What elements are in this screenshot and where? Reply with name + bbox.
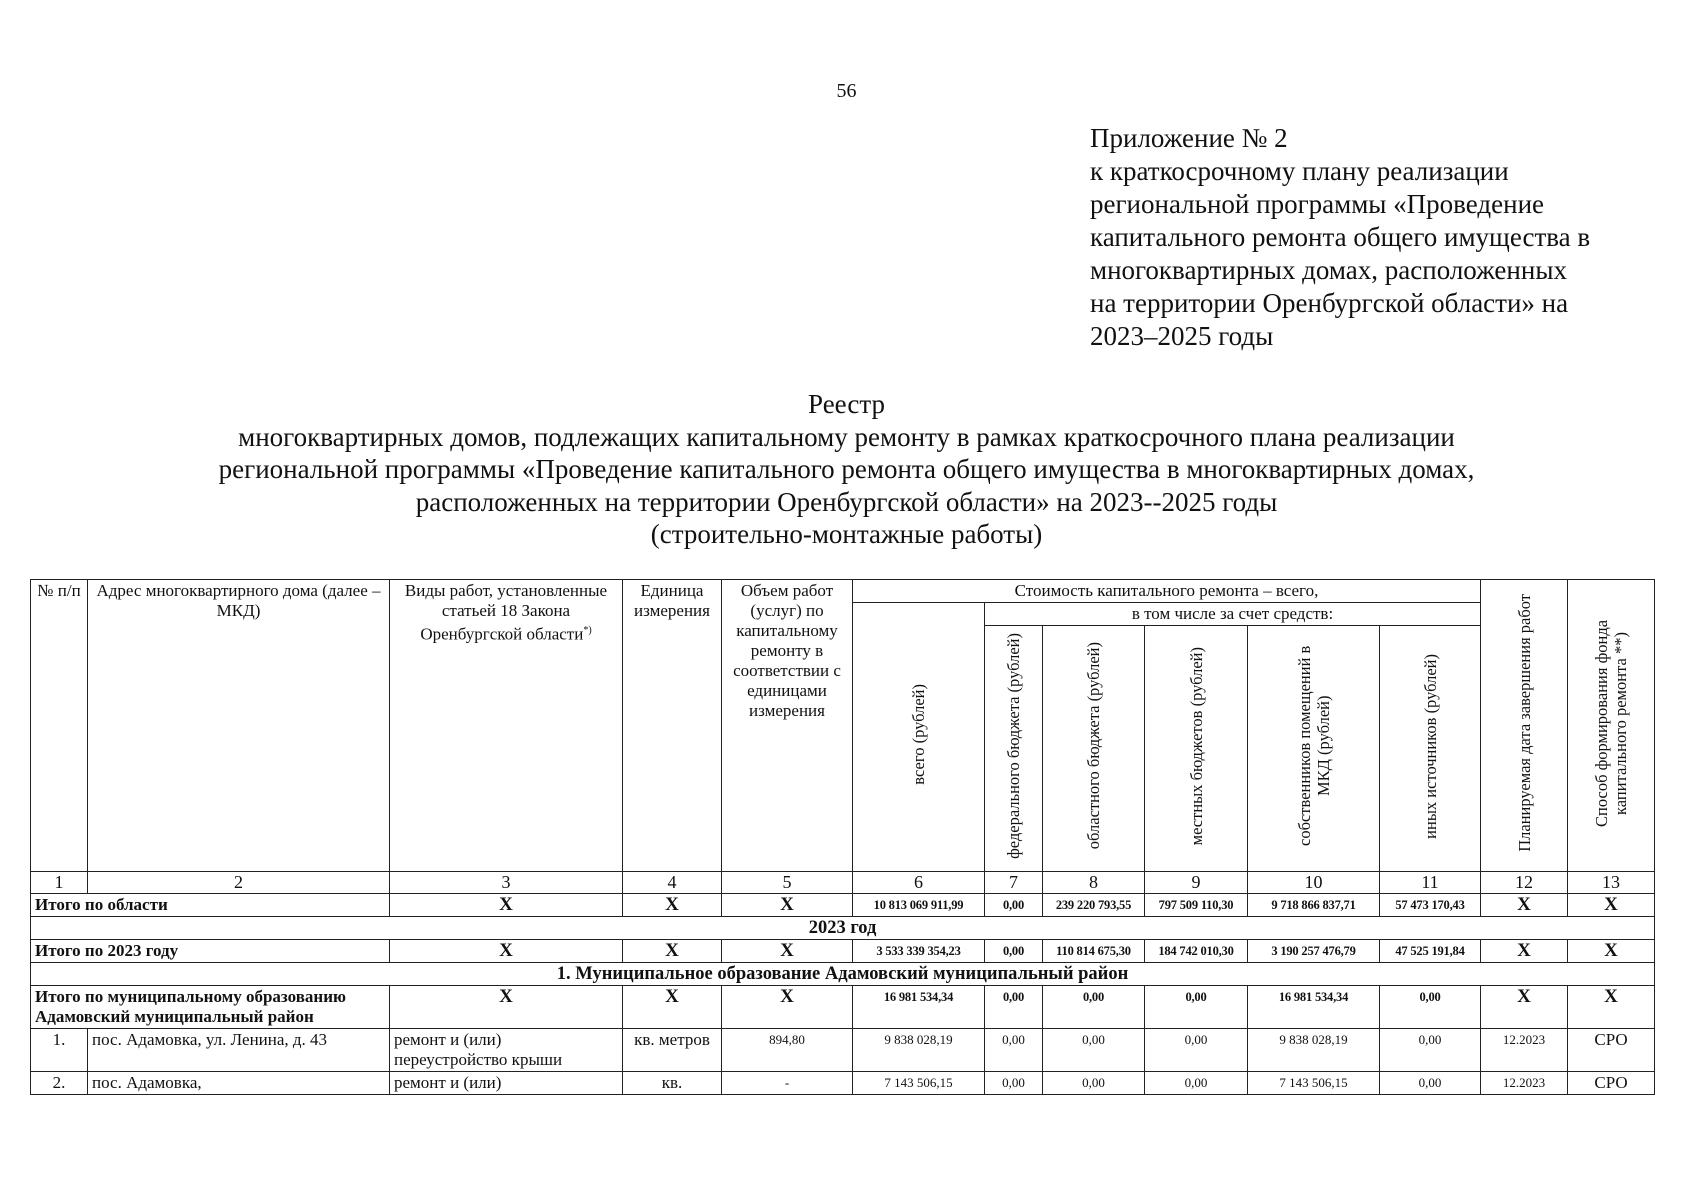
row-all: 7 143 506,15: [853, 1072, 985, 1095]
cell-owners: 3 190 257 476,79: [1248, 940, 1380, 963]
row-works: ремонт и (или) переустройство крыши: [390, 1029, 623, 1072]
row-regional: 0,00: [1043, 1029, 1145, 1072]
header-method: [1568, 580, 1655, 872]
cell-federal: 0,00: [985, 894, 1043, 917]
appendix-heading: [1090, 122, 1650, 353]
column-number: 6: [853, 872, 985, 894]
row-no: 2.: [31, 1072, 88, 1095]
column-number: 3: [390, 872, 623, 894]
cell-owners: 16 981 534,34: [1248, 986, 1380, 1029]
row-method: СРО: [1568, 1072, 1655, 1095]
municipality-row: [31, 963, 1655, 986]
page-number: 56: [836, 80, 857, 102]
municipality-label: 1. Муниципальное образование Адамовский муниципальный район: [31, 963, 1655, 986]
row-owners: 9 838 028,19: [1248, 1029, 1380, 1072]
row-unit: кв. метров: [623, 1029, 722, 1072]
column-number: 4: [623, 872, 722, 894]
x-mark: X: [623, 986, 722, 1029]
table-row: [31, 1029, 1655, 1072]
cell-other: 0,00: [1380, 986, 1481, 1029]
row-other: 0,00: [1380, 1029, 1481, 1072]
row-other: 0,00: [1380, 1072, 1481, 1095]
total-region-label: Итого по области: [31, 894, 390, 917]
x-mark: X: [390, 986, 623, 1029]
registry-title-line: многоквартирных домов, подлежащих капитальному ремонту в рамках краткосрочного плана реализации: [238, 421, 1455, 452]
cell-other: 47 525 191,84: [1380, 940, 1481, 963]
header-regional: [1043, 626, 1145, 872]
row-date: 12.2023: [1481, 1029, 1568, 1072]
appendix-line: на территории Оренбургской области» на: [1090, 288, 1569, 318]
row-address: пос. Адамовка,: [88, 1072, 390, 1095]
header-other: [1380, 626, 1481, 872]
appendix-line: Приложение № 2: [1090, 123, 1288, 153]
row-works: ремонт и (или): [390, 1072, 623, 1095]
x-mark: X: [1568, 940, 1655, 963]
registry-table: [30, 579, 1655, 1095]
row-federal: 0,00: [985, 1072, 1043, 1095]
registry-title-line: расположенных на территории Оренбургской области» на 2023--2025 годы: [415, 486, 1278, 517]
column-number: 5: [722, 872, 853, 894]
x-mark: X: [722, 894, 853, 917]
cell-federal: 0,00: [985, 986, 1043, 1029]
row-date: 12.2023: [1481, 1072, 1568, 1095]
total-region-row: [31, 894, 1655, 917]
appendix-line: капитального ремонта общего имущества в: [1090, 222, 1591, 252]
table-row: [31, 1072, 1655, 1095]
row-federal: 0,00: [985, 1029, 1043, 1072]
column-number: 2: [88, 872, 390, 894]
row-all: 9 838 028,19: [853, 1029, 985, 1072]
registry-title-line: региональной программы «Проведение капитального ремонта общего имущества в многоквартирных домах,: [218, 454, 1475, 484]
cell-federal: 0,00: [985, 940, 1043, 963]
x-mark: X: [390, 894, 623, 917]
column-number: 8: [1043, 872, 1145, 894]
column-number: 12: [1481, 872, 1568, 894]
column-number: 1: [31, 872, 88, 894]
header-row: [31, 580, 1655, 603]
header-incl: в том числе за счет средств:: [985, 603, 1481, 626]
row-regional: 0,00: [1043, 1072, 1145, 1095]
appendix-line: 2023–2025 годы: [1090, 321, 1274, 351]
cell-local: 0,00: [1145, 986, 1248, 1029]
cell-owners: 9 718 866 837,71: [1248, 894, 1380, 917]
header-date-text: Планируемая дата завершения работ: [1514, 594, 1534, 852]
year-label: 2023 год: [31, 917, 1655, 940]
registry-title: [0, 388, 1693, 551]
cell-other: 57 473 170,43: [1380, 894, 1481, 917]
row-address: пос. Адамовка, ул. Ленина, д. 43: [88, 1029, 390, 1072]
total-municipality-label: Итого по муниципальному образованию Адамовский муниципальный район: [31, 986, 390, 1029]
header-works-mark: *): [583, 625, 592, 636]
x-mark: X: [623, 940, 722, 963]
cell-regional: 239 220 793,55: [1043, 894, 1145, 917]
header-cost-total: Стоимость капитального ремонта – всего,: [853, 580, 1481, 603]
header-owners: [1248, 626, 1380, 872]
header-works-text: Виды работ, установленные статьей 18 Закона Оренбургской области: [404, 581, 608, 644]
x-mark: X: [1481, 940, 1568, 963]
header-works: [390, 580, 623, 872]
x-mark: X: [1481, 894, 1568, 917]
x-mark: X: [1568, 894, 1655, 917]
x-mark: X: [390, 940, 623, 963]
x-mark: X: [1481, 986, 1568, 1029]
x-mark: X: [722, 986, 853, 1029]
header-volume: Объем работ (услуг) по капитальному ремонту в соответствии с единицами измерения: [722, 580, 853, 872]
column-number: 11: [1380, 872, 1481, 894]
header-regional-text: областного бюджета (рублей): [1084, 642, 1103, 850]
registry-title-line: (строительно-монтажные работы): [650, 519, 1043, 549]
cell-all: 16 981 534,34: [853, 986, 985, 1029]
header-date: [1481, 580, 1568, 872]
row-no: 1.: [31, 1029, 88, 1072]
row-local: 0,00: [1145, 1029, 1248, 1072]
registry-title-line: Реестр: [808, 389, 885, 419]
row-volume: 894,80: [722, 1029, 853, 1072]
row-local: 0,00: [1145, 1072, 1248, 1095]
header-unit: Единица измерения: [623, 580, 722, 872]
row-method: СРО: [1568, 1029, 1655, 1072]
column-numbers-row: [31, 872, 1655, 894]
header-method-text: Способ формирования фонда капитального ремонта **): [1592, 619, 1631, 827]
row-unit: кв.: [623, 1072, 722, 1095]
column-number: 13: [1568, 872, 1655, 894]
header-address: Адрес многоквартирного дома (далее – МКД): [88, 580, 390, 872]
header-no: № п/п: [31, 580, 88, 872]
cell-local: 797 509 110,30: [1145, 894, 1248, 917]
column-number: 9: [1145, 872, 1248, 894]
x-mark: X: [722, 940, 853, 963]
header-federal: [985, 626, 1043, 872]
row-owners: 7 143 506,15: [1248, 1072, 1380, 1095]
header-local: [1145, 626, 1248, 872]
column-number: 7: [985, 872, 1043, 894]
cell-all: 10 813 069 911,99: [853, 894, 985, 917]
total-municipality-row: [31, 986, 1655, 1029]
x-mark: X: [1568, 986, 1655, 1029]
header-federal-text: федерального бюджета (рублей): [1004, 633, 1023, 859]
cell-local: 184 742 010,30: [1145, 940, 1248, 963]
appendix-line: к краткосрочному плану реализации: [1090, 156, 1509, 186]
x-mark: X: [623, 894, 722, 917]
header-all-text: всего (рублей): [909, 684, 928, 785]
year-row: [31, 917, 1655, 940]
total-2023-label: Итого по 2023 году: [31, 940, 390, 963]
cell-regional: 110 814 675,30: [1043, 940, 1145, 963]
column-number: 10: [1248, 872, 1380, 894]
cell-regional: 0,00: [1043, 986, 1145, 1029]
header-owners-text: собственников помещений в МКД (рублей): [1294, 645, 1333, 847]
header-all: [853, 603, 985, 872]
header-other-text: иных источников (рублей): [1420, 653, 1440, 839]
row-volume: -: [722, 1072, 853, 1095]
total-2023-row: [31, 940, 1655, 963]
cell-all: 3 533 339 354,23: [853, 940, 985, 963]
header-local-text: местных бюджетов (рублей): [1186, 646, 1206, 846]
appendix-line: многоквартирных домах, расположенных: [1090, 255, 1567, 285]
appendix-line: региональной программы «Проведение: [1090, 189, 1545, 219]
